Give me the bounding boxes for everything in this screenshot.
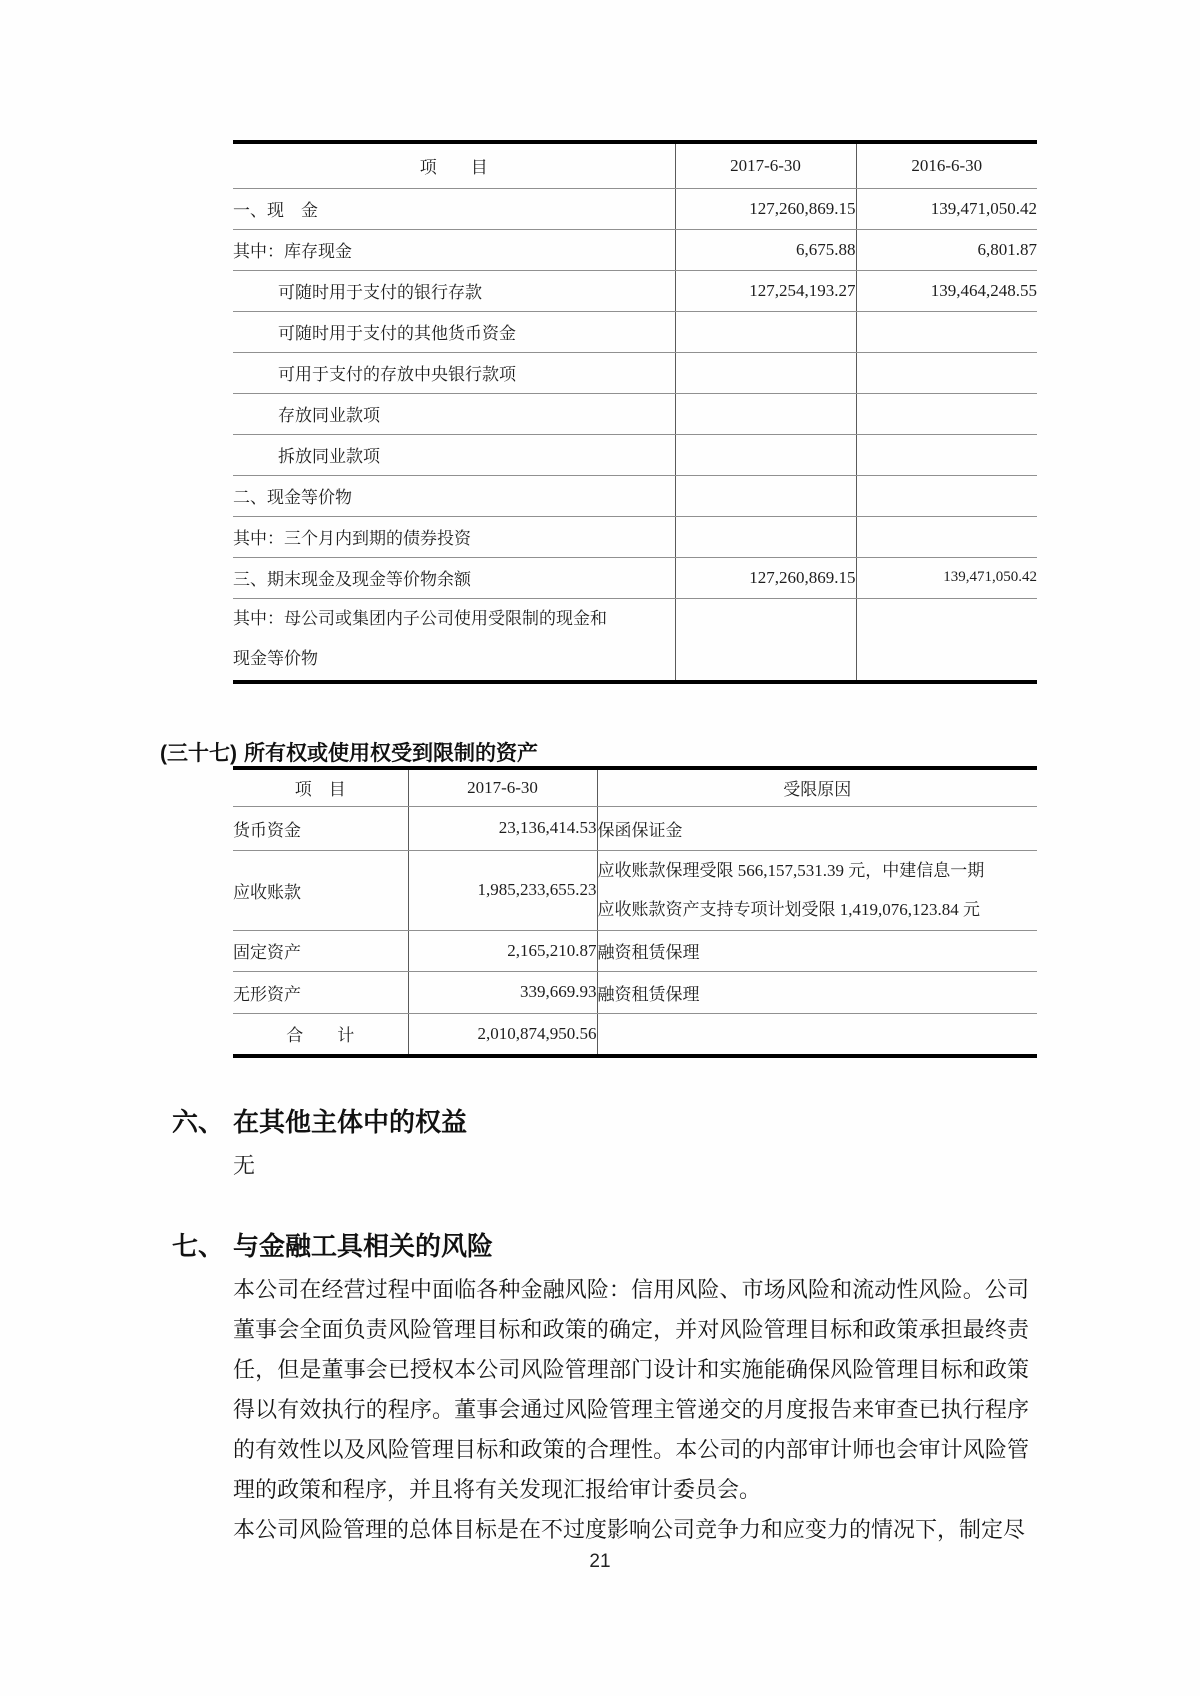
section-number: (三十七) [160,742,237,765]
table-row [233,516,1037,557]
table-row [233,229,1037,270]
row-label: 可随时用于支付的其他货币资金 [233,311,675,352]
value-2016 [856,475,1037,516]
restricted-assets-section-heading [160,737,538,767]
row-label: 固定资产 [233,930,408,971]
row-label: 其中：库存现金 [233,229,675,270]
column-header-2017: 2017-6-30 [408,768,597,806]
value-2017 [675,393,856,434]
value-2016 [856,598,1037,682]
section7-heading [172,1226,493,1263]
amount: 339,669.93 [408,971,597,1013]
row-label: 其中：三个月内到期的债券投资 [233,516,675,557]
restriction-reason [597,850,1037,930]
total-amount: 2,010,874,950.56 [408,1013,597,1056]
section6-body: 无 [233,1153,256,1178]
table-row total-row [233,1013,1037,1056]
restriction-reason: 融资租赁保理 [597,930,1037,971]
row-label: 可用于支付的存放中央银行款项 [233,352,675,393]
section-number: 七、 [172,1231,225,1261]
row-label: 二、现金等价物 [233,475,675,516]
value-2016: 139,471,050.42 [856,188,1037,229]
risk-paragraph-2: 本公司风险管理的总体目标是在不过度影响公司竞争力和应变力的情况下，制定尽 [233,1517,1026,1542]
column-header-2016: 2016-6-30 [856,142,1037,188]
cash-and-equivalents-table [233,140,1037,684]
page-number: 21 [589,1551,611,1572]
value-2016: 6,801.87 [856,229,1037,270]
reason-line-2: 应收账款资产支持专项计划受限 1,419,076,123.84 元 [597,900,980,919]
table-row [233,475,1037,516]
row-label: 一、现 金 [233,188,675,229]
value-2017 [675,434,856,475]
total-label: 合 计 [233,1013,408,1056]
section6-heading [172,1102,467,1139]
value-2016 [856,393,1037,434]
value-2017: 127,254,193.27 [675,270,856,311]
risk-paragraph-1: 本公司在经营过程中面临各种金融风险：信用风险、市场风险和流动性风险。公司董事会全面负责风险管理目标和政策的确定，并对风险管理目标和政策承担最终责任，但是董事会已授权本公司风险管理部门设计和实施能确保风险管理目标和政策得以有效执行的程序。董事会通过风险管理主管递交的月度报告来审查已执行程序的有效性以及风险管理目标和政策的合理性。本公司的内部审计师也会审计风险管理的政策和程序，并且将有关发现汇报给审计委员会。 [233,1277,1029,1502]
row-label-line-2: 现金等价物 [233,649,318,669]
section-title: 与金融工具相关的风险 [233,1231,494,1261]
table-row [233,393,1037,434]
value-2016: 139,471,050.42 [856,557,1037,598]
table-row [233,434,1037,475]
row-label: 三、期末现金及现金等价物余额 [233,557,675,598]
column-header-reason: 受限原因 [597,768,1037,806]
restriction-reason: 融资租赁保理 [597,971,1037,1013]
value-2017 [675,311,856,352]
value-2017 [675,516,856,557]
table-row [233,806,1037,850]
column-header-item: 项 目 [233,142,675,188]
column-header-item: 项 目 [233,768,408,806]
section-number: 六、 [172,1107,225,1137]
value-2016 [856,516,1037,557]
value-2016: 139,464,248.55 [856,270,1037,311]
amount: 23,136,414.53 [408,806,597,850]
amount: 1,985,233,655.23 [408,850,597,930]
table-row [233,971,1037,1013]
table-row [233,850,1037,930]
value-2017 [675,475,856,516]
value-2017 [675,598,856,682]
row-label-line-1: 其中：母公司或集团内子公司使用受限制的现金和 [233,609,607,629]
amount: 2,165,210.87 [408,930,597,971]
section-title: 在其他主体中的权益 [233,1107,468,1137]
table-row [233,311,1037,352]
section-title: 所有权或使用权受到限制的资产 [244,742,538,765]
row-label: 可随时用于支付的银行存款 [233,270,675,311]
table-row [233,930,1037,971]
value-2017: 127,260,869.15 [675,557,856,598]
table-row [233,557,1037,598]
row-label [233,598,675,682]
value-2017: 127,260,869.15 [675,188,856,229]
row-label: 应收账款 [233,850,408,930]
restricted-assets-table [233,766,1037,1058]
value-2016 [856,352,1037,393]
value-2017: 6,675.88 [675,229,856,270]
table-header-row [233,768,1037,806]
restriction-reason [597,1013,1037,1056]
row-label: 货币资金 [233,806,408,850]
table-row [233,598,1037,682]
row-label: 拆放同业款项 [233,434,675,475]
table-header-row [233,142,1037,188]
column-header-2017: 2017-6-30 [675,142,856,188]
section7-body [233,1270,1029,1550]
table-row [233,270,1037,311]
value-2016 [856,311,1037,352]
table-row [233,352,1037,393]
reason-line-1: 应收账款保理受限 566,157,531.39 元，中建信息一期 [597,861,985,880]
restriction-reason: 保函保证金 [597,806,1037,850]
row-label: 存放同业款项 [233,393,675,434]
table-row [233,188,1037,229]
value-2016 [856,434,1037,475]
value-2017 [675,352,856,393]
row-label: 无形资产 [233,971,408,1013]
